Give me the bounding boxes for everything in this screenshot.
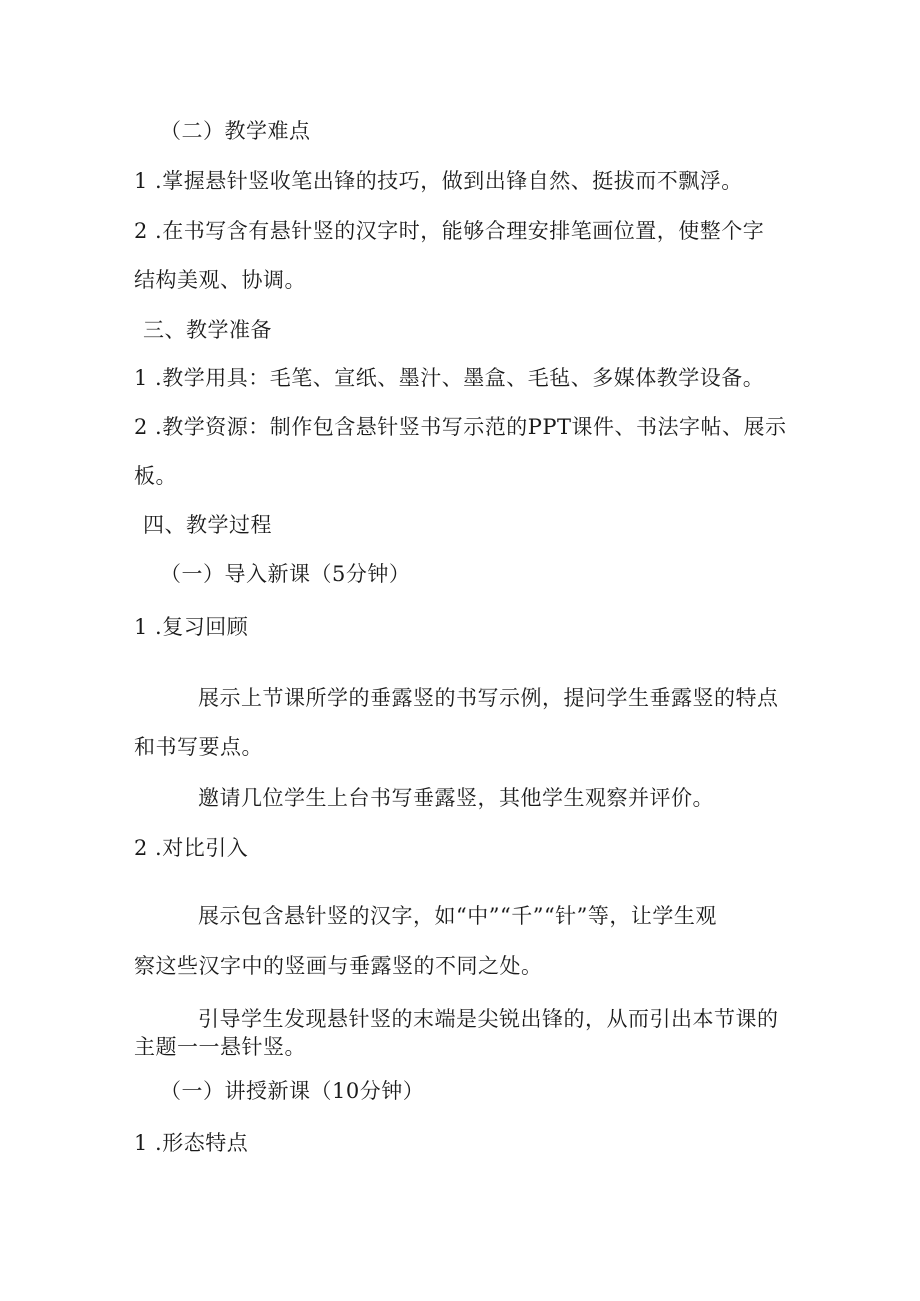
subheading-introduction: （一）导入新课（5分钟） [160,562,411,586]
paragraph-line: 展示上节课所学的垂露竖的书写示例，提问学生垂露竖的特点 [198,686,779,710]
paragraph-line: 1 .掌握悬针竖收笔出锋的技巧，做到出锋自然、挺拔而不飘浮。 [134,169,743,193]
paragraph-line: 2 .教学资源：制作包含悬针竖书写示范的PPT课件、书法字帖、展示 [134,415,787,439]
paragraph-line: 主题一一悬针竖。 [134,1035,306,1059]
paragraph-line: 邀请几位学生上台书写垂露竖，其他学生观察并评价。 [198,786,714,810]
paragraph-line: 和书写要点。 [134,735,263,759]
section-heading-teaching-process: 四、教学过程 [143,513,272,537]
paragraph-line: 展示包含悬针竖的汉字，如“中”“千”“针”等，让学生观 [198,904,717,928]
subheading-new-lesson: （一）讲授新课（10分钟） [160,1079,425,1103]
paragraph-line: 1 .教学用具：毛笔、宣纸、墨汁、墨盒、毛毡、多媒体教学设备。 [134,366,765,390]
paragraph-line: 1 .形态特点 [134,1131,249,1155]
paragraph-line: 引导学生发现悬针竖的末端是尖锐出锋的，从而引出本节课的 [198,1007,779,1031]
paragraph-line: 2 .对比引入 [134,836,249,860]
paragraph-line: 1 .复习回顾 [134,615,249,639]
paragraph-line: 2 .在书写含有悬针竖的汉字时，能够合理安排笔画位置，使整个字 [134,219,765,243]
section-heading-teaching-preparation: 三、教学准备 [143,318,272,342]
subheading-teaching-difficulties: （二）教学难点 [160,119,311,143]
paragraph-line: 板。 [134,464,177,488]
paragraph-line: 结构美观、协调。 [134,268,306,292]
paragraph-line: 察这些汉字中的竖画与垂露竖的不同之处。 [134,954,543,978]
